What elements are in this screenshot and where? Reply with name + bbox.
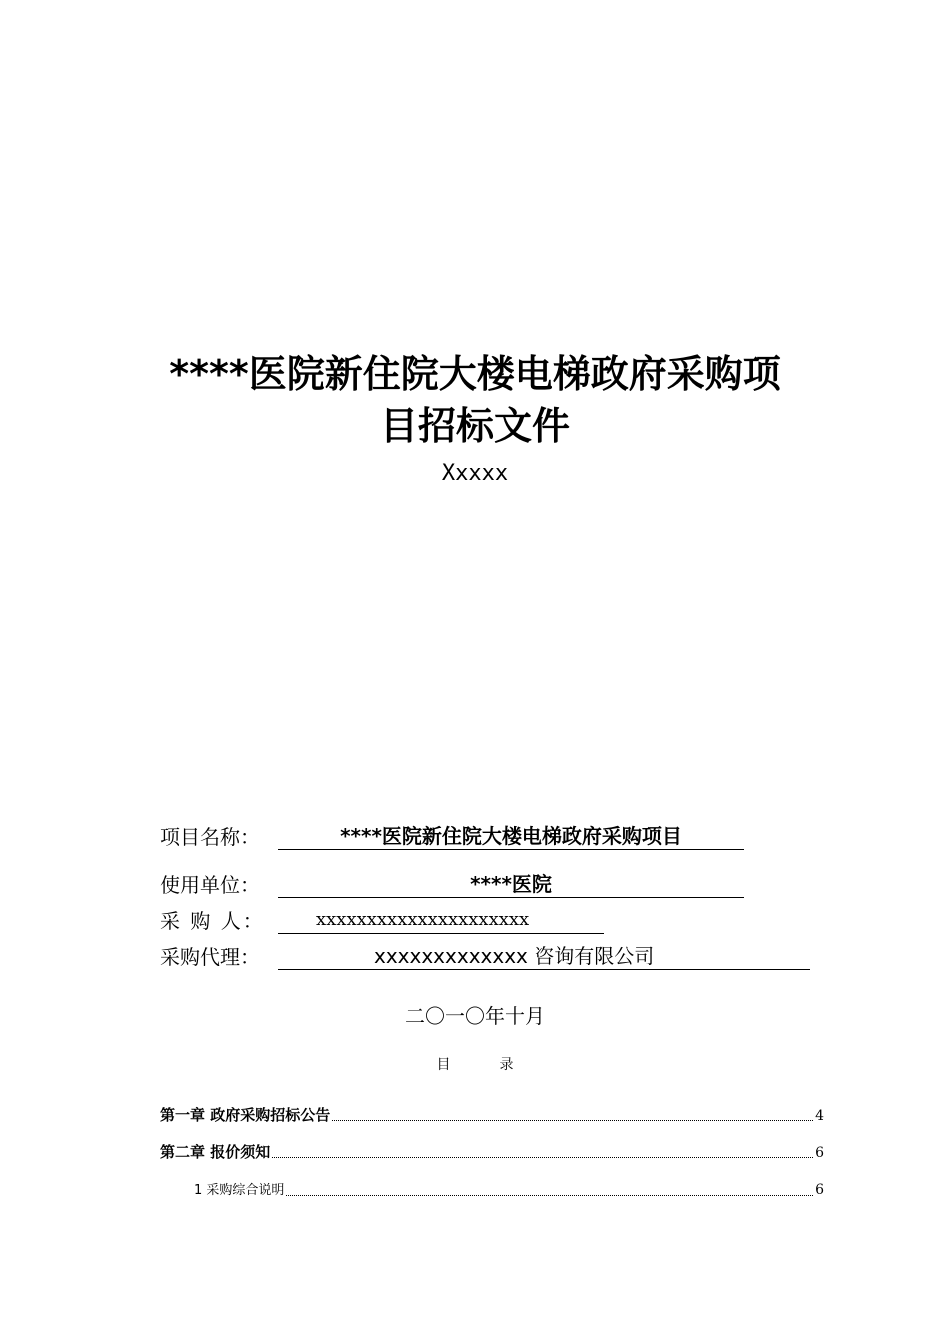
info-row-agent [160,940,810,970]
toc-entry-text: 第一章 政府采购招标公告 [160,1106,331,1124]
toc-title-right: 录 [499,1057,514,1073]
info-value-agent: xxxxxxxxxxxxx 咨询有限公司 [278,943,810,970]
info-label: 采购代理： [160,945,260,969]
info-label: 采 购 人： [160,909,265,933]
document-subtitle: Xxxxx [441,461,509,486]
toc-leader-dots [332,1120,813,1121]
toc-leader-dots [272,1157,813,1158]
info-row-purchaser [160,904,604,934]
document-title-line2: 目招标文件 [379,404,570,448]
document-title [100,348,850,452]
info-value-project-name: ****医院新住院大楼电梯政府采购项目 [278,823,744,850]
info-row-user-unit [160,868,744,898]
info-value-purchaser: xxxxxxxxxxxxxxxxxxxxx [278,907,604,934]
info-label: 项目名称： [160,825,260,849]
document-title-line1: ****医院新住院大楼电梯政府采购项 [169,352,781,396]
toc-entry[interactable] [160,1179,824,1201]
toc-entry-text: 第二章 报价须知 [160,1143,271,1161]
toc-entry[interactable] [160,1141,824,1163]
toc-leader-dots [286,1195,813,1196]
toc-entry-page: 4 [815,1108,824,1124]
toc-entry-page: 6 [815,1182,824,1198]
toc-title-left: 目 [436,1057,451,1073]
info-value-user-unit: ****医院 [278,871,744,898]
info-label: 使用单位： [160,873,260,897]
document-date: 二〇一〇年十月 [405,1004,545,1028]
toc-entry[interactable] [160,1104,824,1126]
toc-entry-page: 6 [815,1145,824,1161]
info-row-project-name [160,820,744,850]
toc-entry-text: 1 采购综合说明 [194,1183,285,1198]
toc-title [100,1054,850,1076]
